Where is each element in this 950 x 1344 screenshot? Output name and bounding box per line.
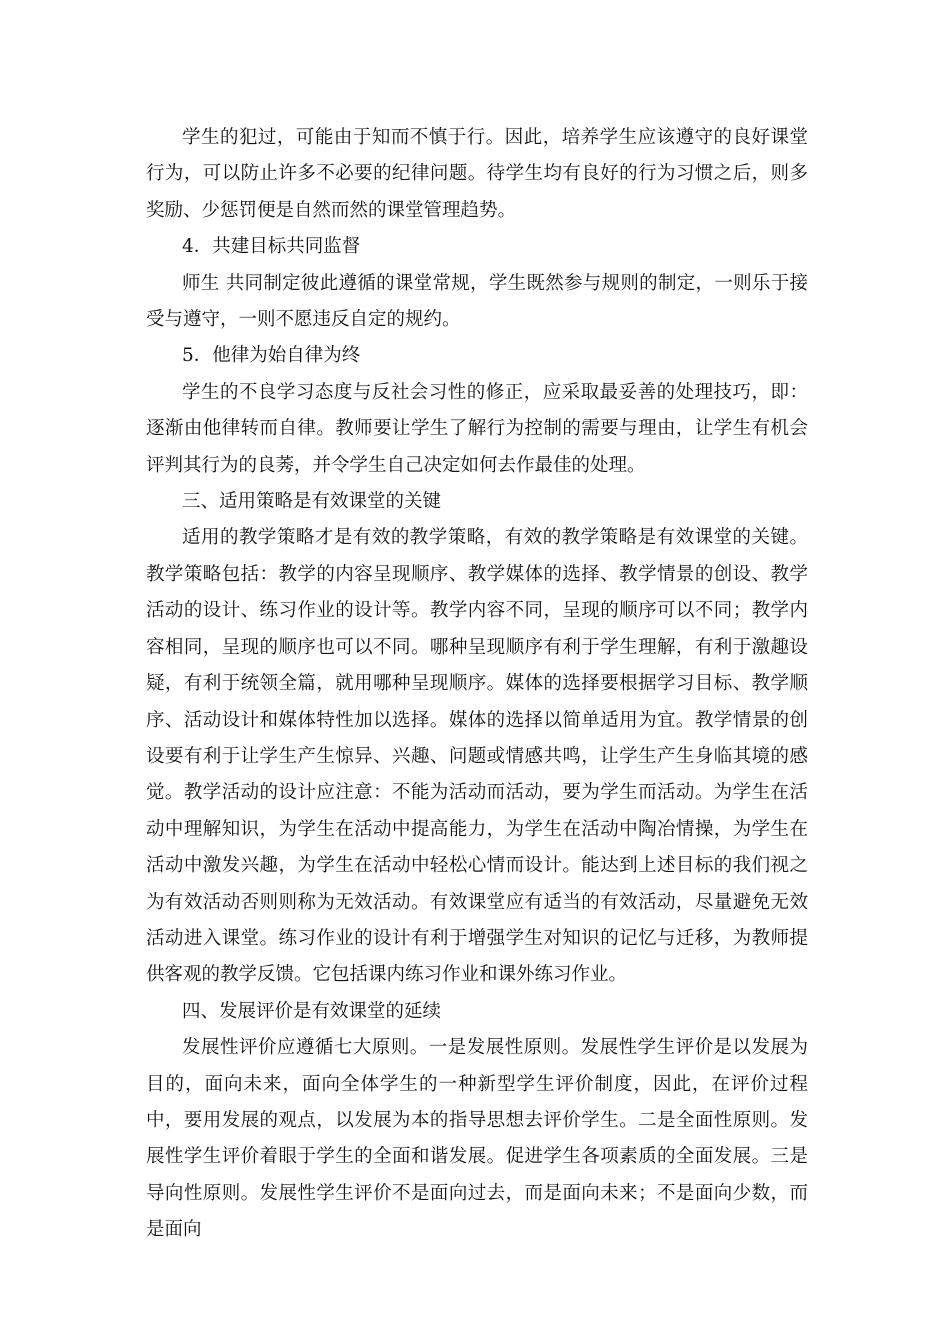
- body-paragraph: 发展性评价应遵循七大原则。一是发展性原则。发展性学生评价是以发展为目的，面向未来，面向全体学生的一种新型学生评价制度，因此，在评价过程中，要用发展的观点，以发展为本的指导思想去评价学生。二是全面性原则。发展性学生评价着眼于学生的全面和谐发展。促进学生各项素质的全面发展。三是导向性原则。发展性学生评价不是面向过去，而是面向未来；不是面向少数，而是面向: [146, 1037, 808, 1241]
- section-heading: 5．他律为始自律为终: [182, 345, 361, 367]
- document-page: [146, 120, 808, 1249]
- body-paragraph: 学生的不良学习态度与反社会习性的修正，应采取最妥善的处理技巧，即：逐渐由他律转而自律。教师要让学生了解行为控制的需要与理由，让学生有机会评判其行为的良莠，并令学生自己决定如何去作最佳的处理。: [146, 381, 808, 476]
- body-paragraph: 师生 共同制定彼此遵循的课堂常规，学生既然参与规则的制定，一则乐于接受与遵守，一则不愿违反自定的规约。: [146, 272, 808, 331]
- section-heading: 三、适用策略是有效课堂的关键: [182, 491, 442, 513]
- section-heading: 四、发展评价是有效课堂的延续: [182, 1000, 442, 1022]
- body-paragraph: 适用的教学策略才是有效的教学策略，有效的教学策略是有效课堂的关键。教学策略包括：教学的内容呈现顺序、教学媒体的选择、教学情景的创设、教学活动的设计、练习作业的设计等。教学内容不同，呈现的顺序可以不同；教学内容相同，呈现的顺序也可以不同。哪种呈现顺序有利于学生理解，有利于激趣设疑，有利于统领全篇，就用哪种呈现顺序。媒体的选择要根据学习目标、教学顺序、活动设计和媒体特性加以选择。媒体的选择以简单适用为宜。教学情景的创设要有利于让学生产生惊异、兴趣、问题或情感共鸣，让学生产生身临其境的感觉。教学活动的设计应注意：不能为活动而活动，要为学生而活动。为学生在活动中理解知识，为学生在活动中提高能力，为学生在活动中陶冶情操，为学生在活动中激发兴趣，为学生在活动中轻松心情而设计。能达到上述目标的我们视之为有效活动否则则称为无效活动。有效课堂应有适当的有效活动，尽量避免无效活动进入课堂。练习作业的设计有利于增强学生对知识的记忆与迁移，为教师提供客观的教学反馈。它包括课内练习作业和课外练习作业。: [146, 527, 808, 986]
- section-heading: 4．共建目标共同监督: [182, 236, 361, 258]
- body-paragraph: 学生的犯过，可能由于知而不慎于行。因此，培养学生应该遵守的良好课堂行为，可以防止许多不必要的纪律问题。待学生均有良好的行为习惯之后，则多奖励、少惩罚便是自然而然的课堂管理趋势。: [146, 127, 808, 221]
